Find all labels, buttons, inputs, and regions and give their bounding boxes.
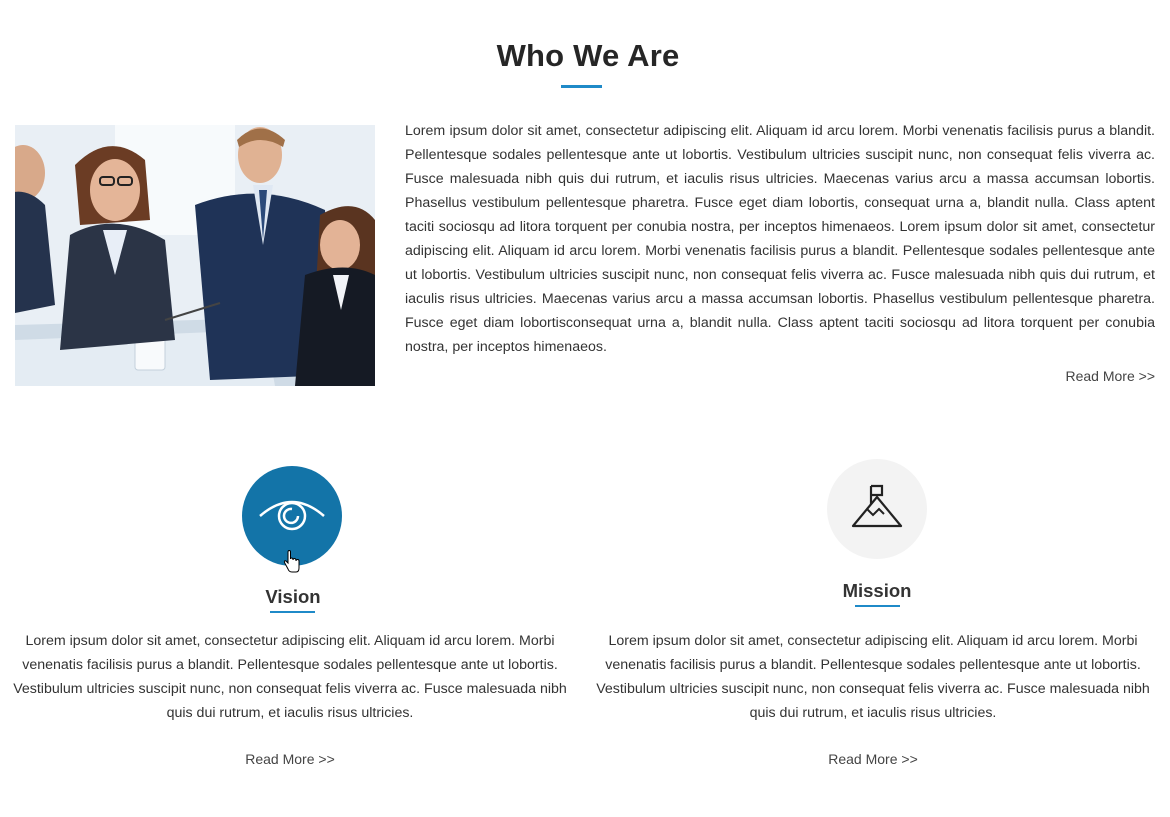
title-underline — [561, 85, 602, 88]
vision-read-more-link[interactable]: Read More >> — [245, 751, 335, 767]
vision-underline — [270, 611, 315, 613]
mission-text: Lorem ipsum dolor sit amet, consectetur adipiscing elit. Aliquam id arcu lorem. Morbi venenatis facilisis purus a blandit. Pellentesque sodales pellentesque ante ut lobortis. Vestibulum ultricies suscipit nunc, non consequat felis viverra ac. Fusce malesuada nibh quis dui rutrum, et iaculis risus ultricies. — [596, 633, 1150, 721]
mission-underline — [855, 605, 900, 607]
hand-cursor-icon — [283, 550, 301, 574]
team-meeting-photo — [15, 125, 375, 386]
mountain-flag-icon — [827, 459, 927, 559]
intro-read-more-link[interactable]: Read More >> — [1065, 368, 1155, 384]
mission-icon-circle[interactable] — [827, 459, 927, 559]
mission-heading: Mission — [842, 580, 912, 601]
vision-text: Lorem ipsum dolor sit amet, consectetur adipiscing elit. Aliquam id arcu lorem. Morbi venenatis facilisis purus a blandit. Pellentesque sodales pellentesque ante ut lobortis. Vestibulum ultricies suscipit nunc, non consequat felis viverra ac. Fusce malesuada nibh quis dui rutrum, et iaculis risus ultricies. — [13, 633, 567, 721]
mission-read-more-link[interactable]: Read More >> — [828, 751, 918, 767]
section-title: Who We Are — [496, 38, 680, 73]
vision-heading: Vision — [265, 586, 321, 607]
intro-paragraph: Lorem ipsum dolor sit amet, consectetur adipiscing elit. Aliquam id arcu lorem. Morbi venenatis facilisis purus a blandit. Pellentesque sodales pellentesque ante ut lobortis. Vestibulum ultricies suscipit nunc, non consequat felis viverra ac. Fusce malesuada nibh quis dui rutrum, et iaculis risus ultricies. Maecenas varius arcu a massa accumsan lobortis. Phasellus vestibulum pellentesque pharetra. Fusce eget diam lobortis, consequat urna a, blandit nulla. Class aptent taciti sociosqu ad litora torquent per conubia nostra, per inceptos himenaeos. Lorem ipsum dolor sit amet, consectetur adipiscing elit. Aliquam id arcu lorem. Morbi venenatis facilisis purus a blandit. Pellentesque sodales pellentesque ante ut lobortis. Vestibulum ultricies suscipit nunc, non consequat felis viverra ac. Fusce malesuada nibh quis dui rutrum, et iaculis risus ultricies. Maecenas varius arcu a massa accumsan lobortis. Phasellus vestibulum pellentesque pharetra. Fusce eget diam lobortisconsequat urna a, blandit nulla. Class aptent taciti sociosqu ad litora torquent per conubia nostra, per inceptos himenaeos. — [405, 123, 1155, 355]
